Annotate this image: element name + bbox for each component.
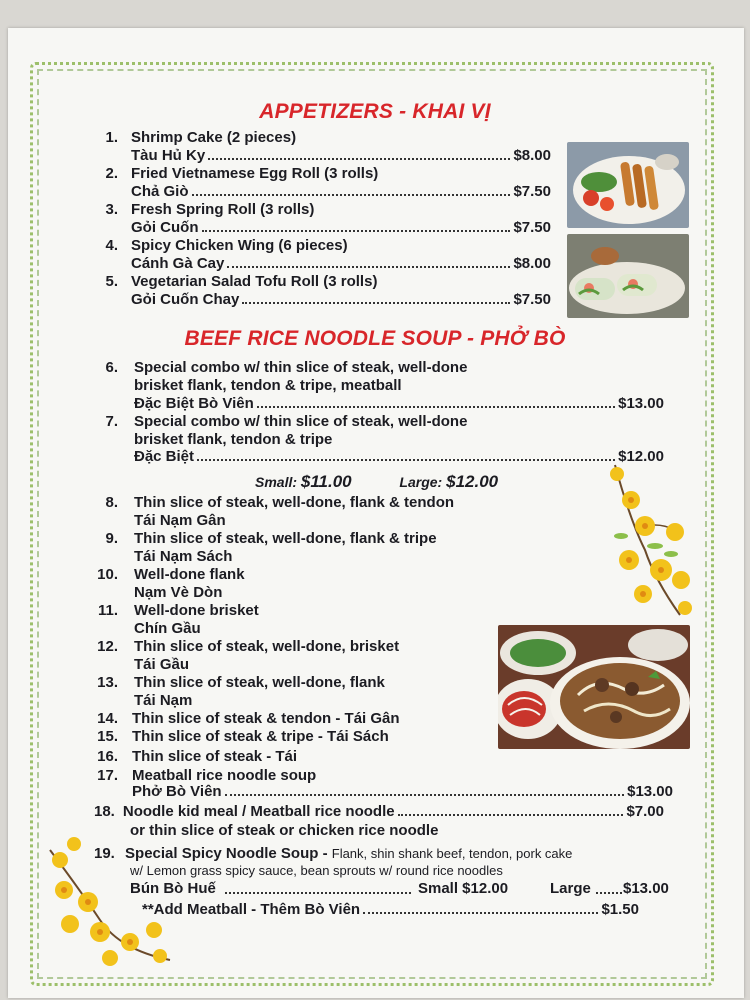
price-line: 18. Noodle kid meal / Meatball rice noodle $7.00 (94, 803, 664, 820)
list-item-line: brisket flank, tendon & tripe (134, 431, 333, 448)
list-item-line: Chín Gầu (134, 620, 201, 637)
apricot-blossom-decoration (40, 830, 180, 970)
price-line: Chả Giò $7.50 (131, 183, 551, 200)
pho-heading: BEEF RICE NOODLE SOUP - PHỞ BÒ (184, 327, 566, 350)
list-item-line: Tái Gầu (134, 656, 190, 673)
price-line: Cánh Gà Cay $8.00 (131, 255, 551, 272)
price-line: Gỏi Cuốn $7.50 (131, 219, 551, 236)
price-line: Đặc Biệt Bò Viên $13.00 (134, 395, 664, 412)
price-line: **Add Meatball - Thêm Bò Viên $1.50 (142, 901, 639, 918)
list-item-line: Tái Nạm Gân (134, 512, 226, 529)
price-line: Đặc Biệt $12.00 (134, 448, 664, 465)
size-prices: Small: $11.00 Large: $12.00 (255, 472, 499, 491)
egg-roll-photo (567, 142, 689, 228)
list-item: 19. Special Spicy Noodle Soup - Flank, shin shank beef, tendon, pork cake (94, 845, 573, 862)
price-line: Gỏi Cuốn Chay $7.50 (131, 291, 551, 308)
apricot-blossom-decoration (595, 460, 700, 620)
price-line: Phở Bò Viên $13.00 (132, 783, 673, 800)
list-item-line: w/ Lemon grass spicy sauce, bean sprouts w/ round rice noodles (130, 863, 503, 878)
price-line: Tàu Hủ Ky $8.00 (131, 147, 551, 164)
list-item-line: Tái Nạm (134, 692, 193, 709)
list-item-line: brisket flank, tendon & tripe, meatball (134, 377, 402, 394)
list-item-line: Tái Nạm Sách (134, 548, 233, 565)
spring-roll-photo (567, 234, 689, 318)
price-line: Bún Bò Huế Small $12.00 Large $13.00 (130, 880, 669, 897)
pho-photo (498, 625, 690, 749)
list-item-line: Nạm Vè Dòn (134, 584, 223, 601)
appetizers-heading: APPETIZERS - KHAI VỊ (259, 100, 491, 123)
list-item-line: or thin slice of steak or chicken rice noodle (130, 822, 439, 839)
